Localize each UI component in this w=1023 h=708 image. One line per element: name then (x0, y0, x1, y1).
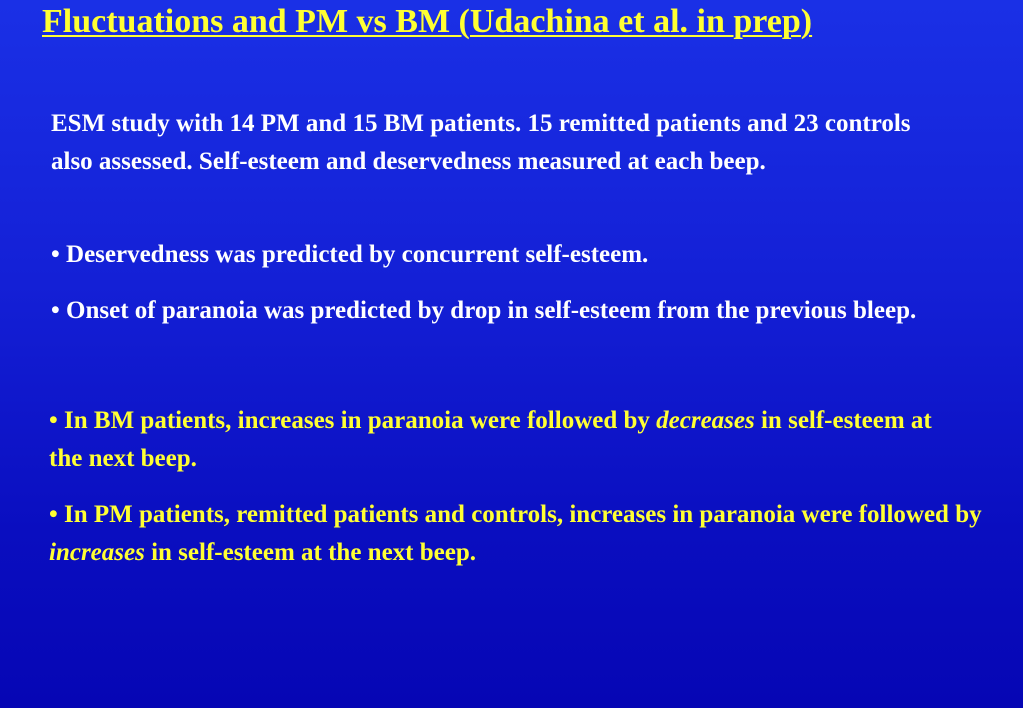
bullet-marker: • (49, 501, 58, 528)
slide-title: Fluctuations and PM vs BM (Udachina et al. in prep) (42, 3, 813, 40)
bullet-text: Deservedness was predicted by concurrent self-esteem. (59, 241, 649, 268)
bullet-marker: • (49, 407, 58, 434)
bullet-text-end: in self-esteem at the next beep. (144, 539, 476, 566)
bullet-deservedness (51, 236, 951, 274)
emphasis-decreases: decreases (656, 407, 755, 434)
intro-paragraph: ESM study with 14 PM and 15 BM patients. 15 remitted patients and 23 controls also assessed. Self-esteem and deservedness measured at each beep. (51, 110, 911, 175)
bullet-bm-patients (49, 402, 969, 478)
bullet-marker: • (51, 241, 60, 268)
bullet-text: Onset of paranoia was predicted by drop in self-esteem from the previous bleep. (59, 297, 917, 324)
bullet-text-end: in self-esteem at the next beep. (49, 407, 932, 472)
bullet-pm-patients (49, 496, 989, 572)
bullet-text-start: In BM patients, increases in paranoia were followed by (57, 407, 657, 434)
bullet-text-start: In PM patients, remitted patients and controls, increases in paranoia were followed by (57, 501, 982, 528)
emphasis-increases: increases (49, 539, 145, 566)
bullet-marker: • (51, 297, 60, 324)
bullet-paranoia-onset (51, 292, 951, 330)
